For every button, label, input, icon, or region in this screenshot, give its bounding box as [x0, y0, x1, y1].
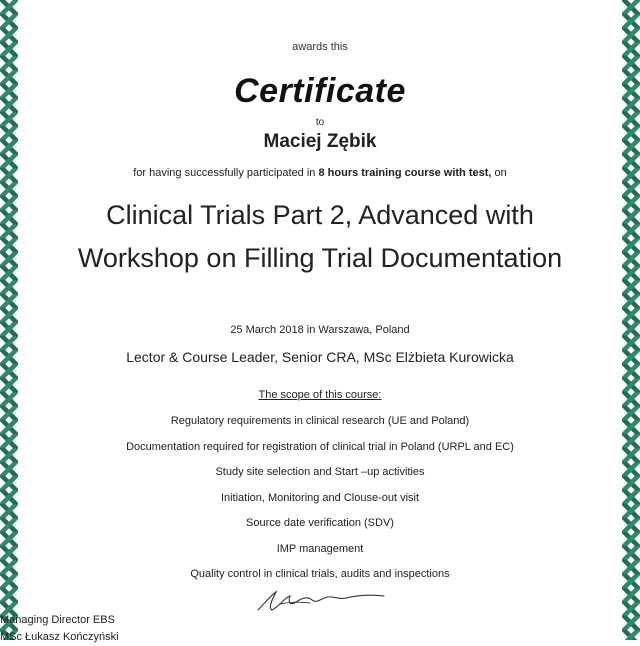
scope-item: Regulatory requirements in clinical research (UE and Poland)	[170, 415, 470, 427]
certificate-title: Certificate	[234, 72, 406, 110]
scope-item: Source date verification (SDV)	[246, 517, 394, 529]
recipient-name: Maciej Zębik	[263, 131, 377, 152]
to-text: to	[315, 117, 325, 128]
participation-before: for having successfully participated in	[133, 167, 319, 179]
scope-item: Documentation required for registration of clinical trial in Poland (URPL and EC)	[126, 440, 514, 453]
scope-heading: The scope of this course:	[258, 389, 382, 401]
scope-item: IMP management	[276, 542, 364, 555]
left-decorative-border	[0, 0, 18, 640]
participation-bold: 8 hours training course with test,	[318, 167, 492, 179]
date-place: 25 March 2018 in Warszawa, Poland	[230, 324, 410, 336]
participation-after: on	[491, 167, 507, 179]
signatory-name: MSc Łukasz Kończyński	[0, 631, 119, 643]
awards-text: awards this	[292, 41, 348, 53]
signatory-block	[0, 612, 640, 646]
scope-item: Quality control in clinical trials, audits and inspections	[190, 568, 450, 580]
scope-list	[24, 414, 616, 593]
scope-item: Initiation, Monitoring and Clouse-out visit	[220, 491, 420, 504]
course-title: Clinical Trials Part 2, Advanced with Workshop on Filling Trial Documentation	[77, 200, 563, 273]
lector-line: Lector & Course Leader, Senior CRA, MSc Elżbieta Kurowicka	[126, 349, 514, 365]
right-decorative-border	[622, 0, 640, 640]
participation-statement	[24, 167, 616, 179]
signatory-role: Managing Director EBS	[0, 614, 115, 626]
scope-item: Study site selection and Start –up activities	[215, 466, 425, 478]
certificate-body	[24, 0, 616, 640]
